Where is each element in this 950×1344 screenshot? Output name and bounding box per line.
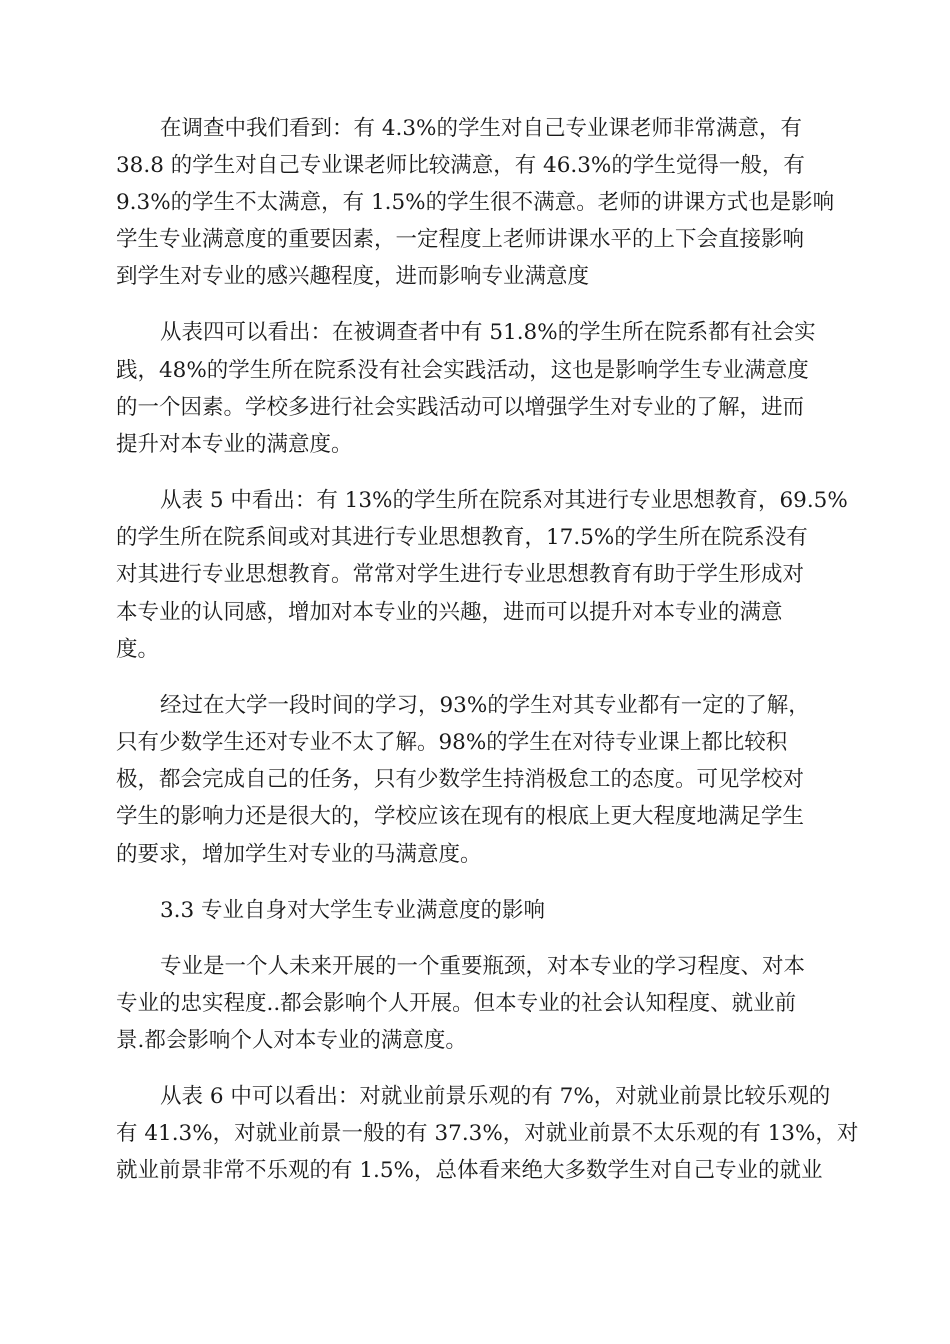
text-line: 学生专业满意度的重要因素，一定程度上老师讲课水平的上下会直接影响 <box>116 227 805 252</box>
text-line: 从表四可以看出：在被调查者中有 51.8%的学生所在院系都有社会实 <box>160 320 816 345</box>
text-line: 9.3%的学生不太满意，有 1.5%的学生很不满意。老师的讲课方式也是影响 <box>116 190 835 215</box>
text-line: 专业的忠实程度..都会影响个人开展。但本专业的社会认知程度、就业前 <box>116 991 797 1016</box>
text-line: 的一个因素。学校多进行社会实践活动可以增强学生对专业的了解，进而 <box>116 395 805 420</box>
text-line: 学生的影响力还是很大的，学校应该在现有的根底上更大程度地满足学生 <box>116 804 805 829</box>
text-line: 践，48%的学生所在院系没有社会实践活动，这也是影响学生专业满意度 <box>116 358 809 383</box>
text-line: 极，都会完成自己的任务，只有少数学生持消极怠工的态度。可见学校对 <box>116 767 805 792</box>
text-line: 从表 5 中看出：有 13%的学生所在院系对其进行专业思想教育，69.5% <box>160 488 848 513</box>
text-line: 提升对本专业的满意度。 <box>116 432 353 457</box>
text-line: 度。 <box>116 637 160 662</box>
text-line: 从表 6 中可以看出：对就业前景乐观的有 7%，对就业前景比较乐观的 <box>160 1084 831 1109</box>
text-line: 专业是一个人未来开展的一个重要瓶颈，对本专业的学习程度、对本 <box>160 954 806 979</box>
text-line: 景.都会影响个人对本专业的满意度。 <box>116 1028 467 1053</box>
text-line: 的要求，增加学生对专业的马满意度。 <box>116 842 482 867</box>
text-line: 到学生对专业的感兴趣程度，进而影响专业满意度 <box>116 264 590 289</box>
text-line: 在调查中我们看到：有 4.3%的学生对自己专业课老师非常满意，有 <box>160 116 802 141</box>
text-line: 只有少数学生还对专业不太了解。98%的学生在对待专业课上都比较积 <box>116 730 788 755</box>
text-line: 就业前景非常不乐观的有 1.5%，总体看来绝大多数学生对自己专业的就业 <box>116 1158 823 1183</box>
text-line: 本专业的认同感，增加对本专业的兴趣，进而可以提升对本专业的满意 <box>116 600 783 625</box>
text-line: 对其进行专业思想教育。常常对学生进行专业思想教育有助于学生形成对 <box>116 562 805 587</box>
text-line: 有 41.3%，对就业前景一般的有 37.3%，对就业前景不太乐观的有 13%，对 <box>116 1121 859 1146</box>
text-line: 38.8 的学生对自己专业课老师比较满意，有 46.3%的学生觉得一般，有 <box>116 153 805 178</box>
section-heading-text: 3.3 专业自身对大学生专业满意度的影响 <box>160 898 546 923</box>
text-line: 的学生所在院系间或对其进行专业思想教育，17.5%的学生所在院系没有 <box>116 525 808 550</box>
text-line: 经过在大学一段时间的学习，93%的学生对其专业都有一定的了解， <box>160 693 810 718</box>
